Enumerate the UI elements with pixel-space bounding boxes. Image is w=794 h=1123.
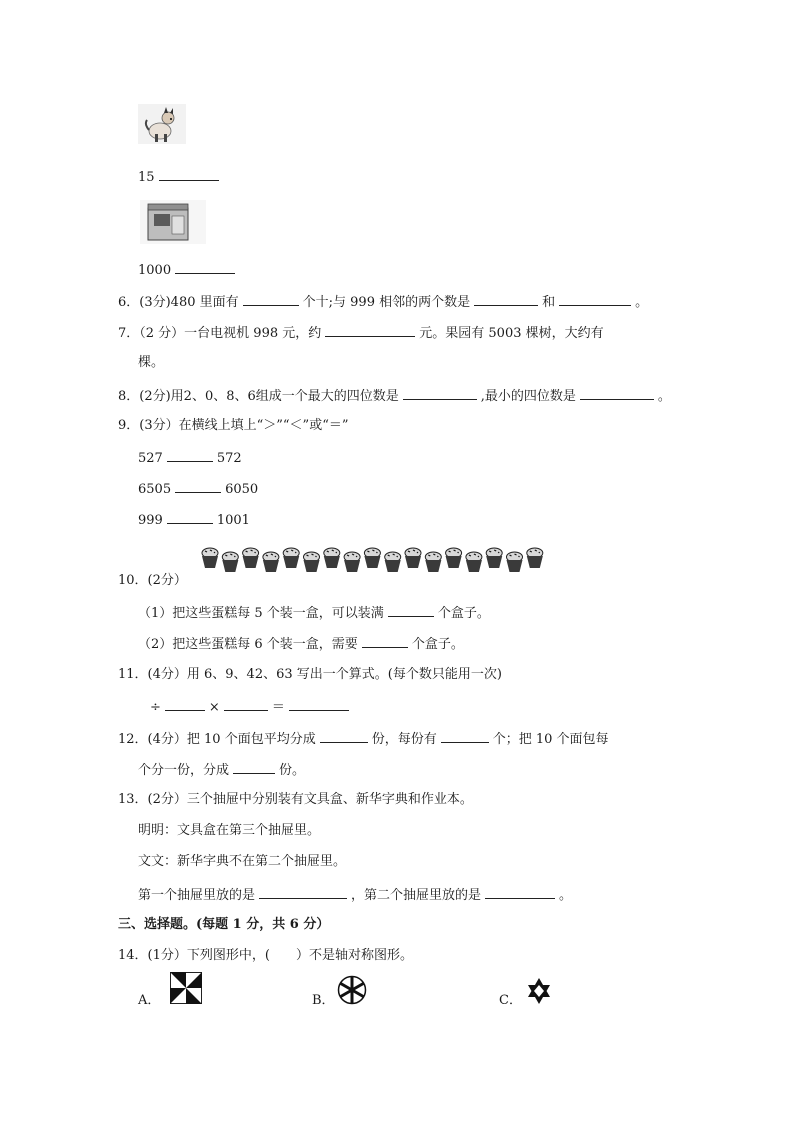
question-8 — [118, 386, 671, 406]
q12-blank-1[interactable] — [320, 729, 368, 743]
q8-blank-2[interactable] — [580, 386, 654, 400]
equation-blank[interactable] — [165, 697, 205, 711]
question-13-mingming — [138, 822, 320, 840]
q13-clue: 文文：新华字典不在第二个抽屉里。 — [138, 854, 347, 869]
q8-blank-1[interactable] — [403, 386, 477, 400]
question-14 — [118, 947, 413, 965]
equation-blank[interactable] — [289, 697, 349, 711]
cupcake-icon — [507, 552, 523, 572]
question-10-sub1 — [138, 603, 490, 623]
q6-blank-1[interactable] — [243, 292, 299, 306]
cupcake-icon — [222, 552, 238, 572]
cupcake-icon — [263, 552, 279, 572]
question-13 — [118, 791, 473, 809]
q5-item-1000 — [138, 260, 239, 280]
option-label: C． — [499, 993, 522, 1008]
compare-row — [138, 479, 258, 499]
option-c[interactable] — [499, 992, 522, 1010]
cupcake-icon — [527, 548, 543, 568]
q8-text: 。 — [657, 389, 671, 404]
q6-text: 个十;与 999 相邻的两个数是 — [302, 295, 471, 310]
hexagram-shape[interactable] — [525, 977, 553, 1005]
q12-text: 份。 — [279, 763, 306, 778]
q6-text: 6．(3分)480 里面有 — [118, 295, 239, 310]
dog-count-label: 15 — [138, 170, 155, 185]
compare-right: 1001 — [216, 513, 250, 528]
q12-text: 12．(4分）把 10 个面包平均分成 — [118, 732, 316, 747]
question-12 — [118, 729, 609, 749]
box-count-label: 1000 — [138, 263, 172, 278]
compare-blank[interactable] — [167, 510, 213, 524]
q12-text: 份，每份有 — [371, 732, 437, 747]
q10-blank-2[interactable] — [362, 634, 408, 648]
question-12-line2 — [138, 760, 305, 780]
q13-clue: 明明：文具盒在第三个抽屉里。 — [138, 823, 321, 838]
q10-blank-1[interactable] — [388, 603, 434, 617]
option-a[interactable] — [138, 992, 160, 1010]
section-heading-text: 三、选择题。(每题 1 分，共 6 分） — [118, 917, 330, 932]
q7-text: 元。果园有 5003 棵树，大约有 — [419, 326, 604, 341]
cupcake-icon — [425, 552, 441, 572]
q13-text: ，第二个抽屉里放的是 — [351, 888, 482, 903]
option-b[interactable] — [312, 992, 335, 1010]
compare-row — [138, 448, 242, 468]
equals-sign: ＝ — [271, 700, 285, 715]
q13-text: 。 — [559, 888, 573, 903]
cupcake-icon — [324, 548, 340, 568]
q11-title: 11．(4分）用 6、9、42、63 写出一个算式。(每个数只能用一次) — [118, 667, 502, 682]
q6-blank-2[interactable] — [474, 292, 538, 306]
q13-title: 13．(2分）三个抽屉中分别装有文具盒、新华字典和作业本。 — [118, 792, 473, 807]
q8-text: 8．(2分)用2、0、8、6组成一个最大的四位数是 — [118, 389, 399, 404]
compare-right: 572 — [216, 451, 242, 466]
q13-text: 第一个抽屉里放的是 — [138, 888, 256, 903]
question-13-wenwen — [138, 853, 346, 871]
q10-text: 个盒子。 — [411, 637, 464, 652]
q10-title: 10．(2分） — [118, 573, 187, 588]
cupcake-icon — [364, 548, 380, 568]
dog-picture — [138, 104, 186, 144]
q10-text: 个盒子。 — [437, 606, 490, 621]
q7-blank-1[interactable] — [325, 323, 415, 337]
question-7-line2 — [138, 354, 164, 372]
q10-text: （1）把这些蛋糕每 5 个装一盒，可以装满 — [138, 606, 384, 621]
option-label: B． — [312, 993, 335, 1008]
q12-text: 个分一份，分成 — [138, 763, 230, 778]
question-10 — [118, 572, 187, 590]
cupcake-icon — [466, 552, 482, 572]
compare-left: 999 — [138, 513, 163, 528]
cupcake-icon — [243, 548, 259, 568]
pinwheel-shape[interactable] — [170, 972, 202, 1004]
q12-text: 个；把 10 个面包每 — [492, 732, 609, 747]
compare-row — [138, 510, 250, 530]
cupcake-icon — [283, 548, 299, 568]
question-7 — [118, 323, 604, 343]
compare-left: 527 — [138, 451, 163, 466]
cupcake-icon — [202, 548, 218, 568]
question-11-equation — [150, 697, 353, 717]
compare-blank[interactable] — [167, 448, 213, 462]
q14-title: 14．(1分）下列图形中，( ）不是轴对称图形。 — [118, 948, 413, 963]
cupcake-icon — [344, 552, 360, 572]
q13-blank-1[interactable] — [259, 885, 347, 899]
box-picture — [140, 200, 206, 244]
cupcakes-picture — [196, 541, 548, 577]
multiply-sign: × — [208, 700, 220, 715]
q9-title: 9．(3分）在横线上填上“＞”“＜”或“＝” — [118, 418, 349, 433]
section-3-heading — [118, 916, 329, 934]
question-9 — [118, 417, 349, 435]
q6-text: 。 — [635, 295, 649, 310]
q7-text: 棵。 — [138, 355, 165, 370]
cupcake-icon — [385, 552, 401, 572]
q12-blank-3[interactable] — [233, 760, 275, 774]
q6-text: 和 — [542, 295, 556, 310]
q8-text: ,最小的四位数是 — [480, 389, 576, 404]
compare-blank[interactable] — [175, 479, 221, 493]
question-10-sub2 — [138, 634, 464, 654]
equation-blank[interactable] — [224, 697, 268, 711]
cupcake-icon — [486, 548, 502, 568]
cupcake-icon — [446, 548, 462, 568]
q12-blank-2[interactable] — [441, 729, 489, 743]
compare-right: 6050 — [225, 482, 259, 497]
q10-text: （2）把这些蛋糕每 6 个装一盒，需要 — [138, 637, 358, 652]
q7-text: 7．（2 分）一台电视机 998 元，约 — [118, 326, 322, 341]
circle-star-shape[interactable] — [337, 975, 367, 1005]
answer-blank[interactable] — [159, 167, 219, 181]
cupcake-icon — [304, 552, 320, 572]
compare-left: 6505 — [138, 482, 172, 497]
question-11 — [118, 666, 502, 684]
question-13-ask — [138, 885, 572, 905]
divide-sign: ÷ — [150, 700, 161, 715]
cupcake-icon — [405, 548, 421, 568]
q6-blank-3[interactable] — [559, 292, 631, 306]
q13-blank-2[interactable] — [485, 885, 555, 899]
answer-blank[interactable] — [175, 260, 235, 274]
question-6 — [118, 292, 648, 312]
option-label: A． — [138, 993, 161, 1008]
q5-item-15 — [138, 167, 223, 187]
